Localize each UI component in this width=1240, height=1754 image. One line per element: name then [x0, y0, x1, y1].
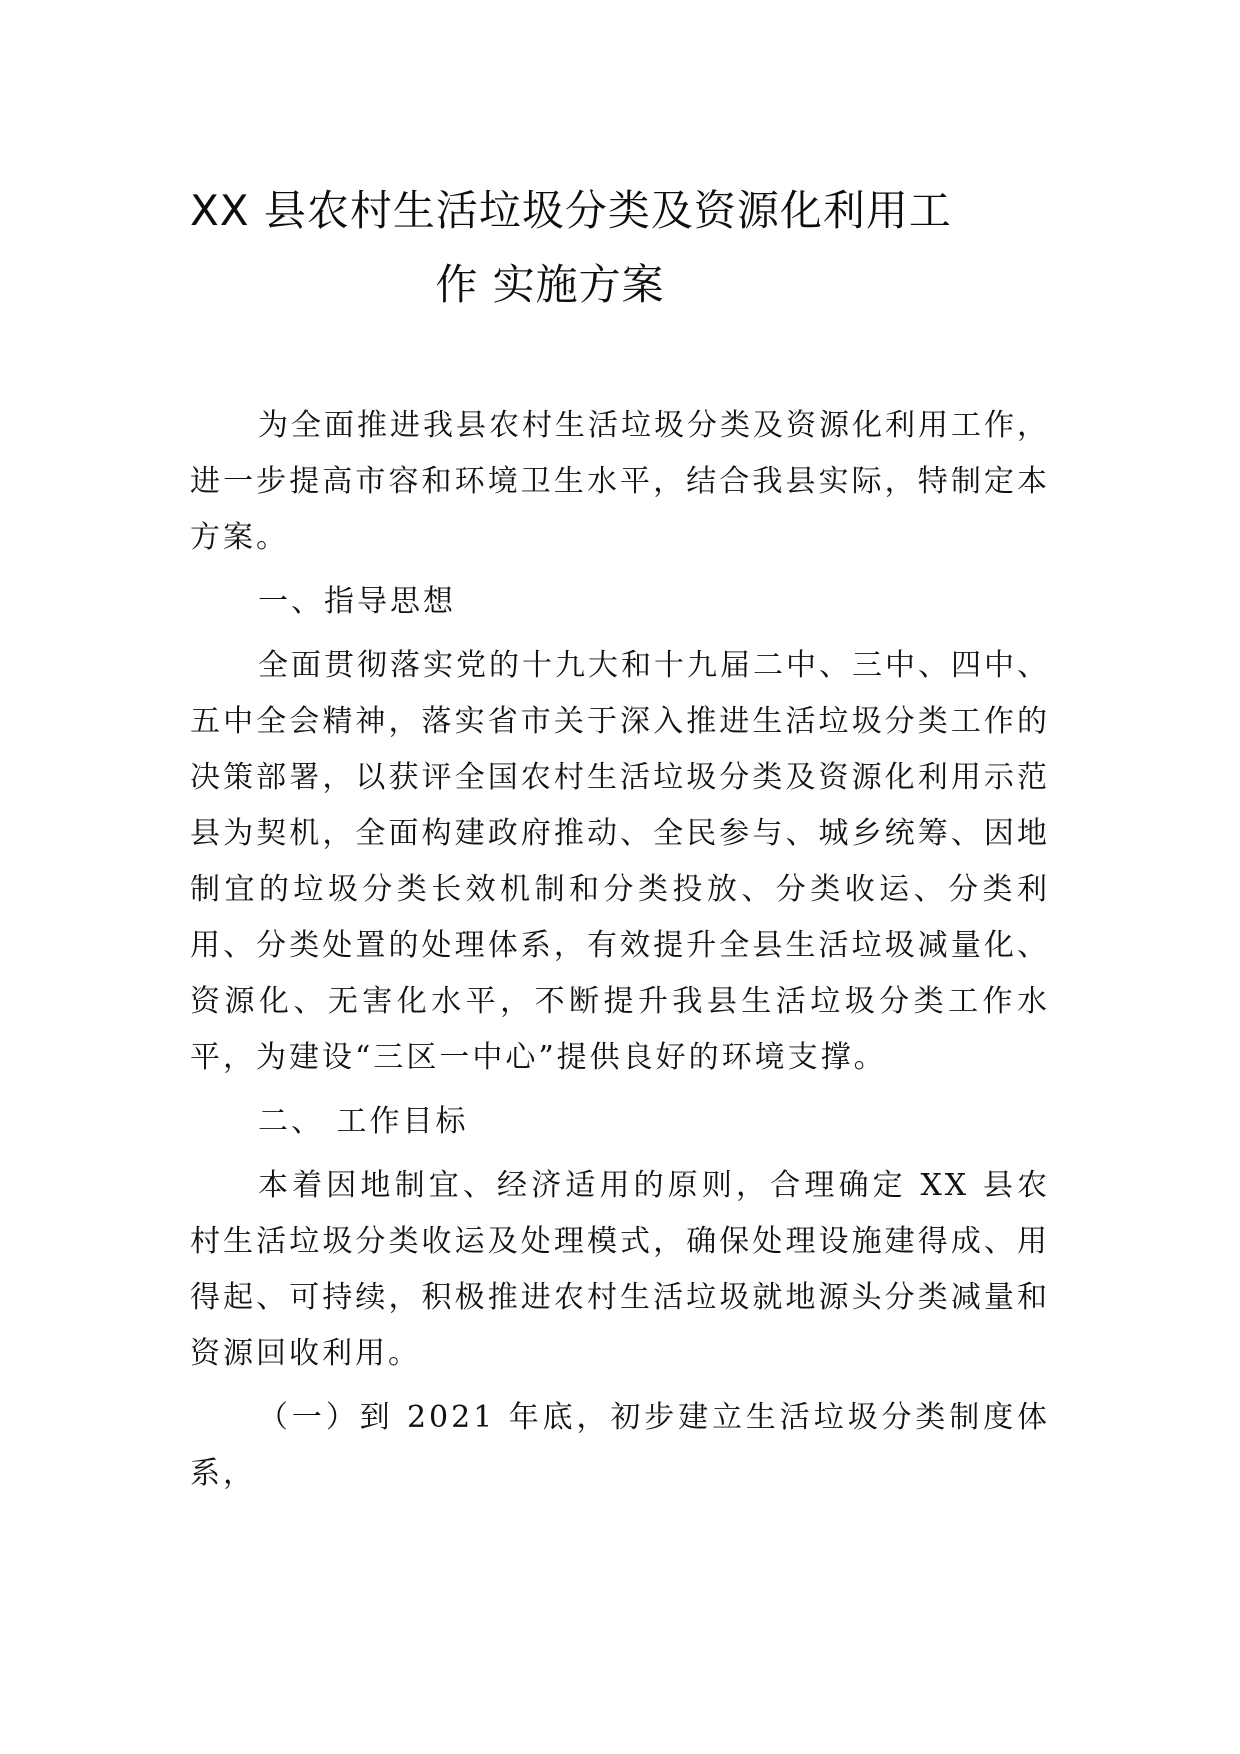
- goal-item-1-paragraph: （一）到 2021 年底，初步建立生活垃圾分类制度体系，: [190, 1400, 1050, 1491]
- guiding-ideology-paragraph: 全面贯彻落实党的十九大和十九届二中、三中、四中、五中全会精神，落实省市关于深入推进生活垃圾分类工作的决策部署，以获评全国农村生活垃圾分类及资源化利用示范县为契机，全面构建政府推动、全民参与、城乡统筹、因地制宜的垃圾分类长效机制和分类投放、分类收运、分类利用、分类处置的处理体系，有效提升全县生活垃圾减量化、资源化、无害化水平，不断提升我县生活垃圾分类工作水平，为建设“三区一中心”提供良好的环境支撑。: [190, 648, 1050, 1075]
- intro-paragraph: 为全面推进我县农村生活垃圾分类及资源化利用工作，进一步提高市容和环境卫生水平，结合我县实际，特制定本方案。: [190, 408, 1050, 555]
- document-body: [190, 398, 1050, 1510]
- section-heading-work-goals: 二、 工作目标: [258, 1104, 469, 1139]
- section-heading-guiding-ideology: 一、指导思想: [258, 584, 456, 619]
- document-title-line-2: 作 实施方案: [435, 260, 665, 309]
- document-title-line-1: XX 县农村生活垃圾分类及资源化利用工: [190, 186, 952, 235]
- work-goals-paragraph: 本着因地制宜、经济适用的原则，合理确定 XX 县农村生活垃圾分类收运及处理模式，确保处理设施建得成、用得起、可持续，积极推进农村生活垃圾就地源头分类减量和资源回收利用。: [190, 1168, 1050, 1371]
